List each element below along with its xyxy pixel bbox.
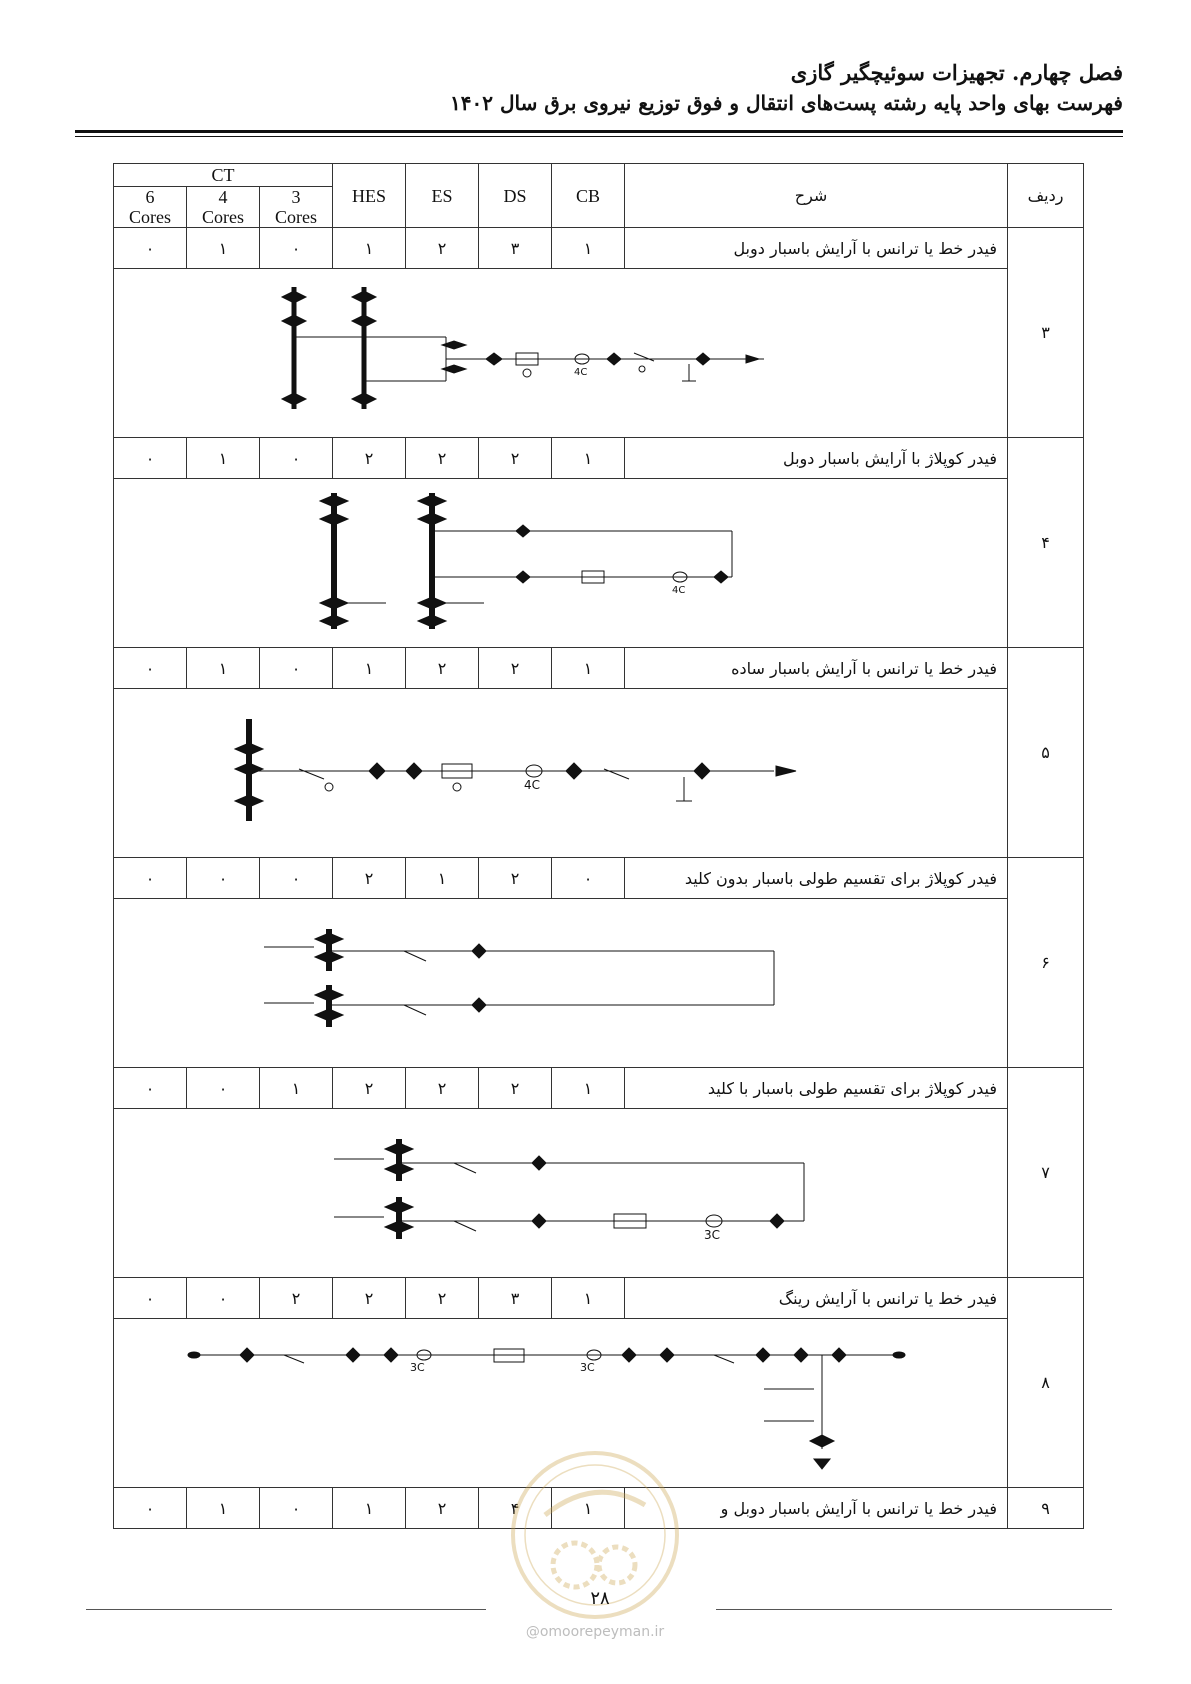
row-number: ۶	[1008, 858, 1084, 1068]
single-line-diagram	[114, 269, 1008, 438]
footer-rule-left	[86, 1609, 486, 1610]
ct-label: 4C	[672, 585, 686, 596]
sld-coupler-with-breaker	[114, 1109, 1006, 1277]
chapter-title: فصل چهارم. تجهیزات سوئیچگیر گازی	[790, 60, 1123, 85]
table-row: ۰ ۰ ۰ ۲ ۱ ۲ ۰ فیدر کوپلاژ برای تقسیم طولی باسبار بدون کلید ۶	[114, 858, 1084, 899]
hes-header: HES	[333, 164, 406, 228]
table-row: ۰ ۱ ۰ ۲ ۲ ۲ ۱ فیدر کوپلاژ با آرایش باسبار دوبل ۴	[114, 438, 1084, 479]
ct-header: CT	[114, 164, 333, 187]
row-number: ۹	[1008, 1488, 1084, 1529]
table-row: ۰ ۱ ۰ ۱ ۲ ۲ ۱ فیدر خط یا ترانس با آرایش باسبار ساده ۵	[114, 648, 1084, 689]
website-watermark: @omoorepeyman.ir	[525, 1624, 665, 1640]
ct-4-cores-header: 4 Cores	[187, 187, 260, 228]
ct-6-cores-header: 6 Cores	[114, 187, 187, 228]
sld-coupler-without-breaker	[114, 899, 1006, 1067]
ct-label: 3C	[410, 1361, 425, 1374]
ct-label: 4C	[574, 367, 588, 378]
ct-label: 4C	[524, 778, 541, 792]
sld-single-busbar-feeder	[114, 689, 1006, 857]
row-description: فیدر کوپلاژ برای تقسیم طولی باسبار بدون کلید	[625, 858, 1008, 899]
table-row: ۰ ۱ ۰ ۱ ۲ ۳ ۱ فیدر خط یا ترانس با آرایش باسبار دوبل ۳	[114, 228, 1084, 269]
row-number: ۳	[1008, 228, 1084, 438]
footer-rule-right	[716, 1609, 1112, 1610]
row-number: ۷	[1008, 1068, 1084, 1278]
row-description: فیدر کوپلاژ با آرایش باسبار دوبل	[625, 438, 1008, 479]
row-number: ۵	[1008, 648, 1084, 858]
sld-double-busbar-coupler	[114, 479, 1006, 647]
row-number: ۸	[1008, 1278, 1084, 1488]
single-line-diagram	[114, 689, 1008, 858]
row-description: فیدر خط یا ترانس با آرایش رینگ	[625, 1278, 1008, 1319]
table-row: ۰ ۰ ۲ ۲ ۲ ۳ ۱ فیدر خط یا ترانس با آرایش رینگ ۸	[114, 1278, 1084, 1319]
single-line-diagram	[114, 479, 1008, 648]
row-description: فیدر خط یا ترانس با آرایش باسبار ساده	[625, 648, 1008, 689]
row-description: فیدر خط یا ترانس با آرایش باسبار دوبل	[625, 228, 1008, 269]
row-number: ۴	[1008, 438, 1084, 648]
document-subtitle: فهرست بهای واحد پایه رشته پست‌های انتقال و فوق توزیع نیروی برق سال ۱۴۰۲	[450, 91, 1123, 115]
header-rule-thick	[75, 130, 1123, 133]
ds-header: DS	[479, 164, 552, 228]
equipment-table	[113, 163, 1084, 1529]
single-line-diagram	[114, 899, 1008, 1068]
cb-header: CB	[552, 164, 625, 228]
row-description: فیدر کوپلاژ برای تقسیم طولی باسبار با کلید	[625, 1068, 1008, 1109]
table-row: ۰ ۱ ۰ ۱ ۲ ۴ ۱ فیدر خط یا ترانس با آرایش باسبار دوبل و ۹	[114, 1488, 1084, 1529]
ct-label: 3C	[704, 1228, 721, 1242]
page-header	[450, 58, 1123, 118]
ct-label: 3C	[580, 1361, 595, 1374]
description-header: شرح	[625, 164, 1008, 228]
sld-double-busbar-feeder	[114, 269, 1006, 437]
page-number: ۲۸	[590, 1588, 610, 1609]
table-row: ۰ ۰ ۱ ۲ ۲ ۲ ۱ فیدر کوپلاژ برای تقسیم طولی باسبار با کلید ۷	[114, 1068, 1084, 1109]
ct-3-cores-header: 3 Cores	[260, 187, 333, 228]
row-number-header: ردیف	[1008, 164, 1084, 228]
header-rule-thin	[75, 136, 1123, 137]
row-description: فیدر خط یا ترانس با آرایش باسبار دوبل و	[625, 1488, 1008, 1529]
es-header: ES	[406, 164, 479, 228]
single-line-diagram	[114, 1109, 1008, 1278]
